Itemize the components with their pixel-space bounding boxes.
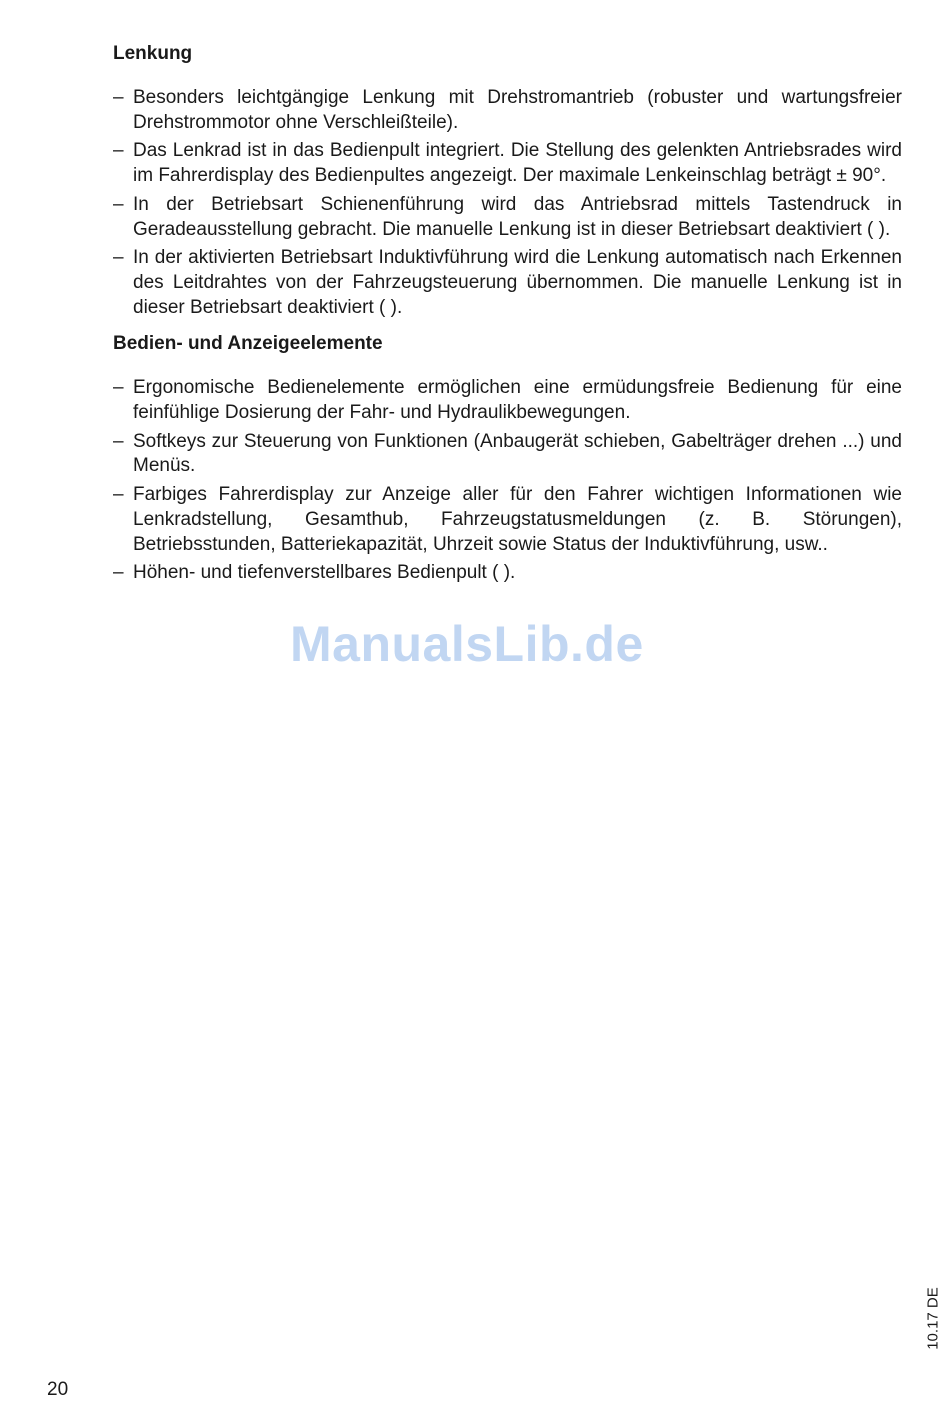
list-item: – Besonders leichtgängige Lenkung mit Drehstromantrieb (robuster und wartungsfreier Drehstrommotor ohne Verschleißteile). <box>113 86 902 135</box>
section-bedienelemente <box>113 330 902 586</box>
date-code <box>923 1280 943 1360</box>
list-item: – Farbiges Fahrerdisplay zur Anzeige aller für den Fahrer wichtigen Informationen wie Lenkradstellung, Gesamthub, Fahrzeugstatusmeldungen (z. B. Störungen), Betriebsstunden, Batteriekapazität, Uhrzeit sowie Status der Induktivführung, usw.. <box>113 483 902 557</box>
section-lenkung <box>113 40 902 320</box>
list-item: – Ergonomische Bedienelemente ermöglichen eine ermüdungsfreie Bedienung für eine feinfühlige Dosierung der Fahr- und Hydraulikbewegungen. <box>113 376 902 425</box>
list-item: – Das Lenkrad ist in das Bedienpult integriert. Die Stellung des gelenkten Antriebsrades wird im Fahrerdisplay des Bedienpultes angezeigt. Der maximale Lenkeinschlag beträgt ± 90°. <box>113 139 902 188</box>
bullet-list <box>113 86 902 320</box>
list-item: – In der aktivierten Betriebsart Induktivführung wird die Lenkung automatisch nach Erkennen des Leitdrahtes von der Fahrzeugsteuerung übernommen. Die manuelle Lenkung ist in dieser Betriebsart deaktiviert ( ). <box>113 246 902 320</box>
page-number: 20 <box>47 1379 69 1400</box>
list-item: – In der Betriebsart Schienenführung wird das Antriebsrad mittels Tastendruck in Geradeausstellung gebracht. Die manuelle Lenkung ist in dieser Betriebsart deaktiviert ( ). <box>113 193 902 242</box>
watermark: ManualsLib.de <box>290 616 644 672</box>
date-code-text: 10.17 DE <box>924 1287 942 1350</box>
section-heading: Bedien- und Anzeigeelemente <box>113 333 383 355</box>
bullet-list <box>113 376 902 586</box>
list-item: – Höhen- und tiefenverstellbares Bedienpult ( ). <box>113 561 902 586</box>
list-item: – Softkeys zur Steuerung von Funktionen (Anbaugerät schieben, Gabelträger drehen ...) und Menüs. <box>113 430 902 479</box>
section-heading: Lenkung <box>113 43 193 64</box>
page-content <box>113 40 902 590</box>
